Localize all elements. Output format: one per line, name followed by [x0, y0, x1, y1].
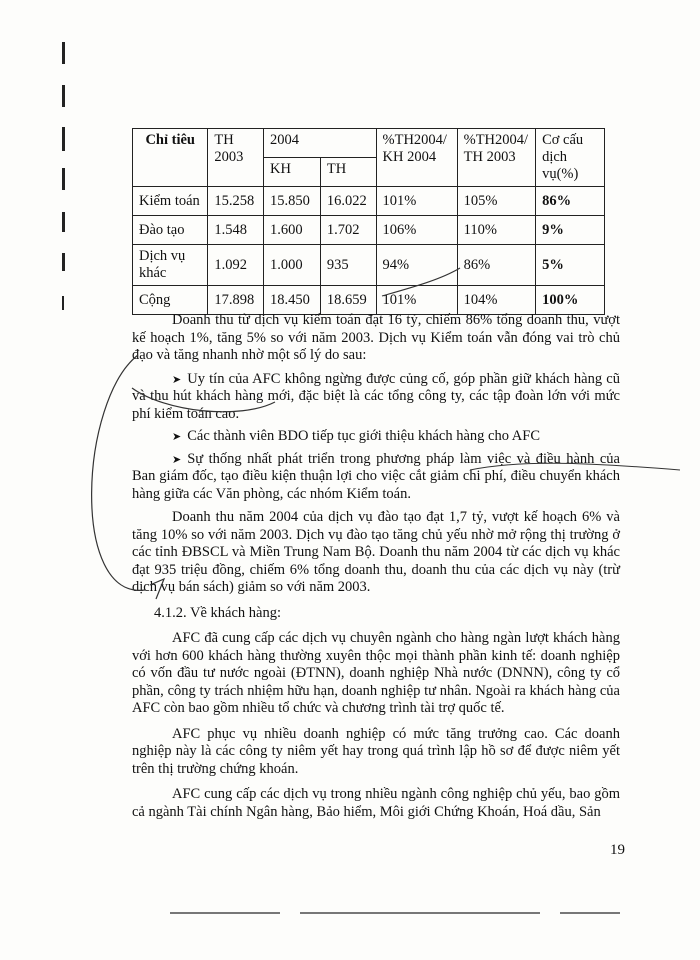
- cell-pct-kh: 106%: [376, 216, 457, 245]
- paragraph-training-revenue: Doanh thu năm 2004 của dịch vụ đào tạo đạt 1,7 tỷ, vượt kế hoạch 6% và tăng 10% so với năm 2003. Dịch vụ đào tạo tăng chủ yếu nhờ mở rộng thị trường ở các tỉnh ĐBSCL và Miền Trung Nam Bộ. Doanh thu năm 2004 từ các dịch vụ khác đạt 935 triệu đồng, chiếm 6% tổng doanh thu, doanh thu của các dịch vụ này (trừ dịch vụ bán sách) giảm so với năm 2003.: [132, 509, 620, 595]
- revenue-table: [132, 128, 605, 315]
- header-co-cau: Cơ cấu dịch vụ(%): [536, 129, 605, 187]
- cell-co-cau: 100%: [536, 286, 605, 315]
- cell-kh2004: 1.600: [264, 216, 321, 245]
- cell-name: Kiểm toán: [133, 187, 208, 216]
- cell-co-cau: 5%: [536, 245, 605, 286]
- cell-th2004: 18.659: [320, 286, 376, 315]
- binding-mark: [62, 253, 65, 271]
- cell-name: Dịch vụ khác: [133, 245, 208, 286]
- cell-pct-kh: 101%: [376, 286, 457, 315]
- table-row: [133, 286, 605, 315]
- cell-co-cau: 86%: [536, 187, 605, 216]
- bullet-item: ➤ Sự thống nhất phát triển trong phương pháp làm việc và điều hành của Ban giám đốc, tạo điều kiện thuận lợi cho việc cắt giảm chi phí, điều chuyển khách hàng giữa các Văn phòng, các nhóm Kiểm toán.: [132, 450, 620, 502]
- cell-co-cau: 9%: [536, 216, 605, 245]
- scan-noise: [560, 912, 620, 914]
- table-row: [133, 245, 605, 286]
- binding-mark: [62, 127, 65, 151]
- cell-th2003: 1.548: [208, 216, 264, 245]
- cell-pct-th: 105%: [457, 187, 535, 216]
- header-pct-kh2004: %TH2004/ KH 2004: [376, 129, 457, 187]
- binding-mark: [62, 168, 65, 190]
- bullet-item: ➤ Uy tín của AFC không ngừng được củng cố, góp phần giữ khách hàng cũ và thu hút khách hàng mới, đặc biệt là các tổng công ty, các tập đoàn lớn với mức phí kiểm toán cao.: [132, 370, 620, 422]
- binding-mark: [62, 212, 65, 232]
- cell-name: Cộng: [133, 286, 208, 315]
- cell-th2003: 1.092: [208, 245, 264, 286]
- paragraph-customers: AFC đã cung cấp các dịch vụ chuyên ngành cho hàng ngàn lượt khách hàng với hơn 600 khách hàng thường xuyên thộc mọi thành phần kinh tế: doanh nghiệp có vốn đầu tư nước ngoài (ĐTNN), doanh nghiệp Nhà nước (DNNN), công ty cổ phần, công ty trách nhiệm hữu hạn, doanh nghiệp tư nhân. Ngoài ra khách hàng của AFC còn bao gồm nhiều tổ chức và chương trình tài trợ quốc tế.: [132, 630, 620, 716]
- cell-pct-kh: 101%: [376, 187, 457, 216]
- arrow-bullet-icon: ➤: [172, 452, 182, 466]
- binding-mark: [62, 85, 65, 107]
- cell-name: Đào tạo: [133, 216, 208, 245]
- bullet-item: ➤ Các thành viên BDO tiếp tục giới thiệu khách hàng cho AFC: [172, 428, 541, 444]
- cell-pct-th: 110%: [457, 216, 535, 245]
- header-kh: KH: [264, 158, 321, 187]
- header-th2003: TH 2003: [208, 129, 264, 187]
- table-row: [133, 216, 605, 245]
- scan-noise: [170, 912, 280, 914]
- header-th: TH: [320, 158, 376, 187]
- cell-pct-kh: 94%: [376, 245, 457, 286]
- paragraph-industries: AFC cung cấp các dịch vụ trong nhiều ngành công nghiệp chủ yếu, bao gồm cả ngành Tài chính Ngân hàng, Bảo hiểm, Môi giới Chứng Khoán, Hoá dầu, Sản: [132, 786, 620, 820]
- scan-noise: [300, 912, 540, 914]
- cell-pct-th: 104%: [457, 286, 535, 315]
- cell-kh2004: 18.450: [264, 286, 321, 315]
- cell-pct-th: 86%: [457, 245, 535, 286]
- body-text: [132, 312, 620, 821]
- paragraph-audit-revenue: Doanh thu từ dịch vụ kiểm toán đạt 16 tỷ, chiếm 86% tổng doanh thu, vượt kế hoạch 1%, tăng 5% so với năm 2003. Dịch vụ Kiểm toán vẫn đóng vai trò chủ đạo và tăng nhanh nhờ một số lý do sau:: [132, 312, 620, 363]
- cell-th2003: 17.898: [208, 286, 264, 315]
- cell-th2004: 935: [320, 245, 376, 286]
- header-pct-th2003: %TH2004/ TH 2003: [457, 129, 535, 187]
- cell-th2004: 1.702: [320, 216, 376, 245]
- header-2004: 2004: [264, 129, 377, 158]
- table-row: [133, 187, 605, 216]
- paragraph-growth: AFC phục vụ nhiều doanh nghiệp có mức tăng trưởng cao. Các doanh nghiệp này là các công ty niêm yết hay trong quá trình lập hồ sơ để được niêm yết trên thị trường chứng khoán.: [132, 725, 620, 777]
- page-number: 19: [610, 842, 625, 858]
- cell-kh2004: 15.850: [264, 187, 321, 216]
- cell-kh2004: 1.000: [264, 245, 321, 286]
- cell-th2003: 15.258: [208, 187, 264, 216]
- cell-th2004: 16.022: [320, 187, 376, 216]
- arrow-bullet-icon: ➤: [172, 430, 182, 443]
- binding-mark: [62, 42, 65, 64]
- arrow-bullet-icon: ➤: [172, 372, 182, 386]
- header-chi-tieu: Chỉ tiêu: [133, 129, 208, 187]
- section-heading: 4.1.2. Về khách hàng:: [154, 604, 281, 621]
- binding-mark: [62, 296, 64, 310]
